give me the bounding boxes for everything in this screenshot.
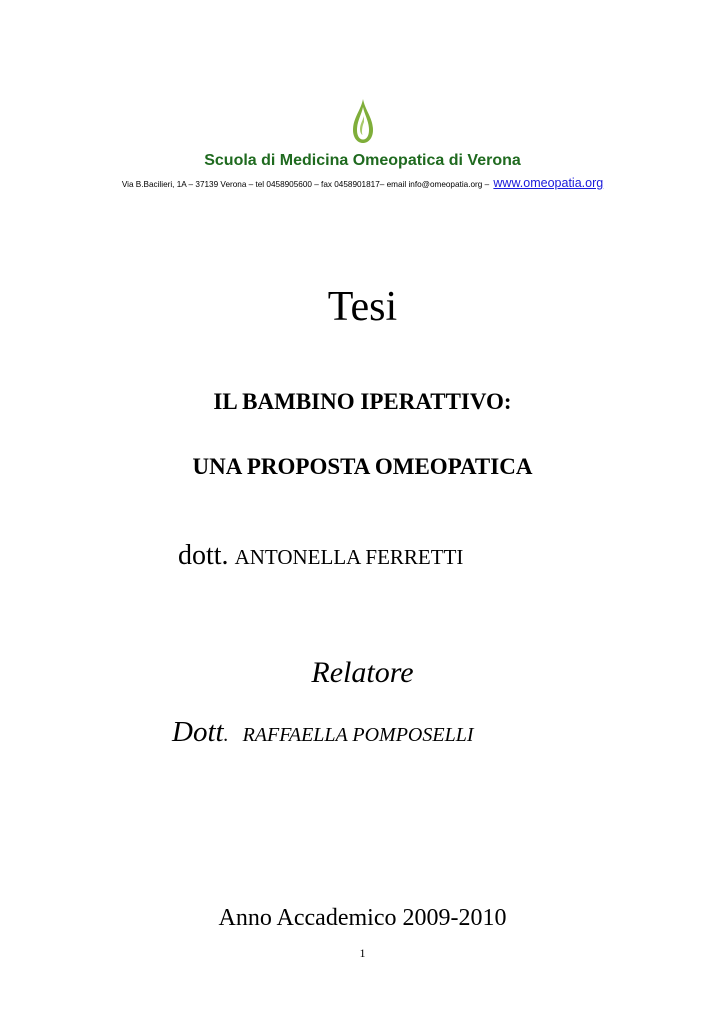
thesis-label: Tesi — [327, 284, 398, 330]
supervisor-prefix-dot: . — [223, 724, 229, 746]
address-line — [0, 176, 725, 190]
page-number: 1 — [359, 946, 366, 960]
thesis-title-line-1: IL BAMBINO IPERATTIVO: — [213, 389, 512, 414]
address-text: Via B.Bacilieri, 1A – 37139 Verona – tel 0458905600 – fax 0458901817– email info@omeopatia.org – — [121, 180, 490, 189]
supervisor-name: RAFFAELLA POMPOSELLI — [242, 724, 474, 746]
website-link[interactable]: www.omeopatia.org — [493, 176, 604, 190]
author-line — [178, 540, 463, 572]
author-prefix: dott. — [178, 540, 229, 571]
thesis-title-line-2: UNA PROPOSTA OMEOPATICA — [192, 454, 533, 479]
supervisor-label: Relatore — [311, 656, 414, 689]
author-name: ANTONELLA FERRETTI — [234, 545, 464, 569]
academic-year: Anno Accademico 2009-2010 — [218, 905, 507, 931]
school-name: Scuola di Medicina Omeopatica di Verona — [204, 152, 521, 169]
drop-icon — [351, 98, 375, 144]
supervisor-line — [172, 716, 474, 749]
supervisor-prefix: Dott — [172, 716, 224, 748]
